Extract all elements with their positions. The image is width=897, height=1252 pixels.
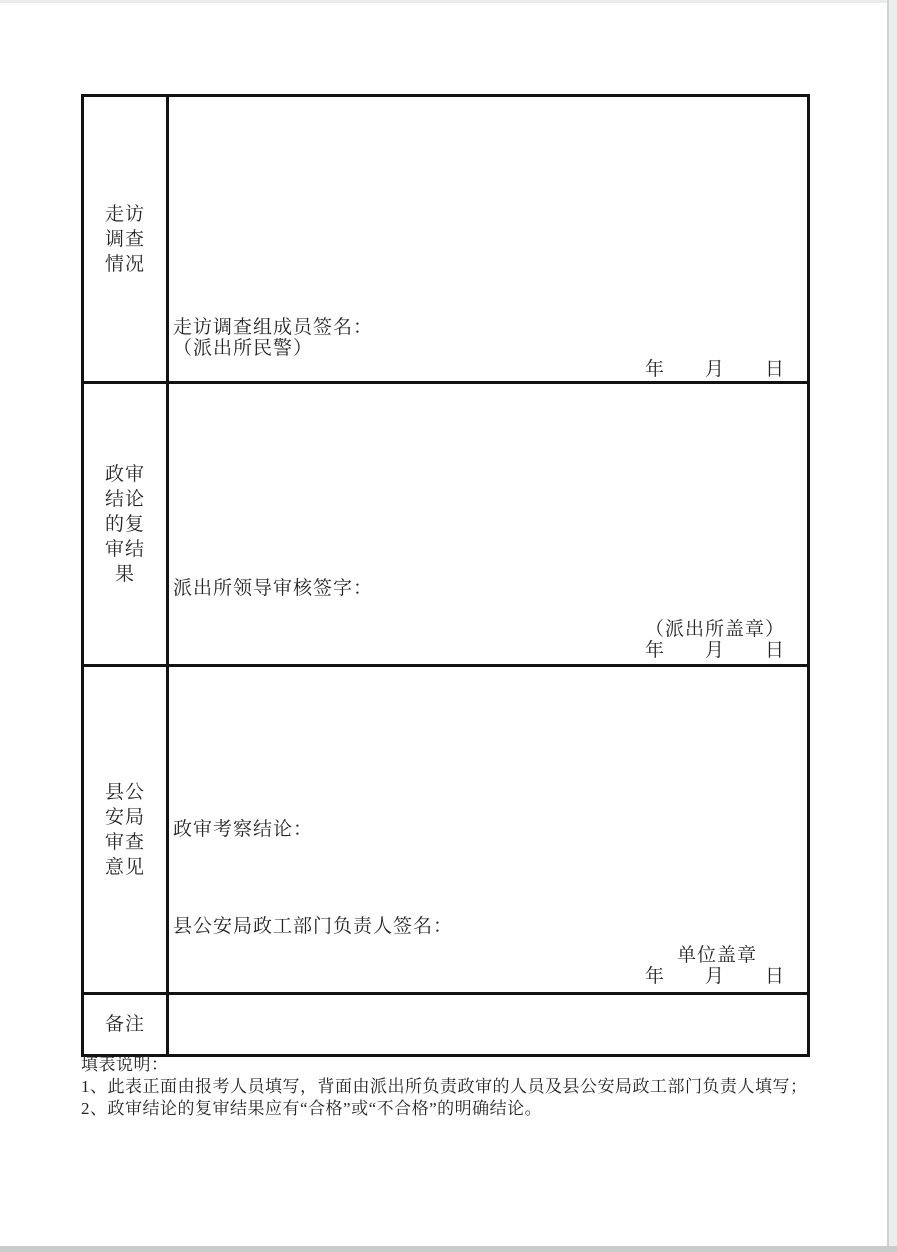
signature-label: 县公安局政工部门负责人签名： [173,916,454,937]
table-row-visit-investigation [83,96,809,383]
row-content-cell-remarks [168,994,809,1056]
page-edge-right [887,0,897,1252]
table-row-review-result [83,383,809,666]
row-content-cell-visit-investigation [168,96,809,383]
instructions-title: 填表说明： [81,1055,169,1074]
row-header-label: 县公安局审查意见 [104,781,145,878]
signature-label: 走访调查组成员签名： [173,317,374,338]
conclusion-label: 政审考察结论： [173,819,314,840]
date-line: 年 月 日 [644,966,785,987]
signature-block [173,317,807,380]
instruction-item-2: 2、政审结论的复审结果应有“合格”或“不合格”的明确结论。 [81,1099,543,1118]
page-edge-top [0,0,897,3]
date-line: 年 月 日 [644,640,785,661]
stamp-date-block [173,619,807,661]
stamp-note: （派出所盖章） [644,619,785,640]
stamp-note: 单位盖章 [676,945,757,966]
row-header-cell-visit-investigation [83,96,168,383]
row-header-cell-remarks [83,994,168,1056]
row-header-cell-county-bureau-opinion [83,666,168,994]
row-header-label: 备注 [104,1014,145,1035]
row-content-cell-county-bureau-opinion [168,666,809,994]
signature-note: （派出所民警） [173,338,314,359]
row-header-cell-review-result [83,383,168,666]
political-review-table [81,94,810,1057]
row-content-cell-review-result [168,383,809,666]
table-row-county-bureau-opinion [83,666,809,994]
row-header-label: 走访调查情况 [104,203,145,275]
page-edge-bottom [0,1246,897,1252]
signature-label: 派出所领导审核签字： [173,578,374,599]
stamp-date-block [173,945,807,987]
date-line: 年 月 日 [644,359,785,380]
instruction-item-1: 1、此表正面由报考人员填写，背面由派出所负责政审的人员及县公安局政工部门负责人填写； [81,1077,808,1096]
row-header-label: 政审结论的复审结果 [104,463,145,585]
form-filling-instructions [81,1054,826,1120]
table-row-remarks [83,994,809,1056]
